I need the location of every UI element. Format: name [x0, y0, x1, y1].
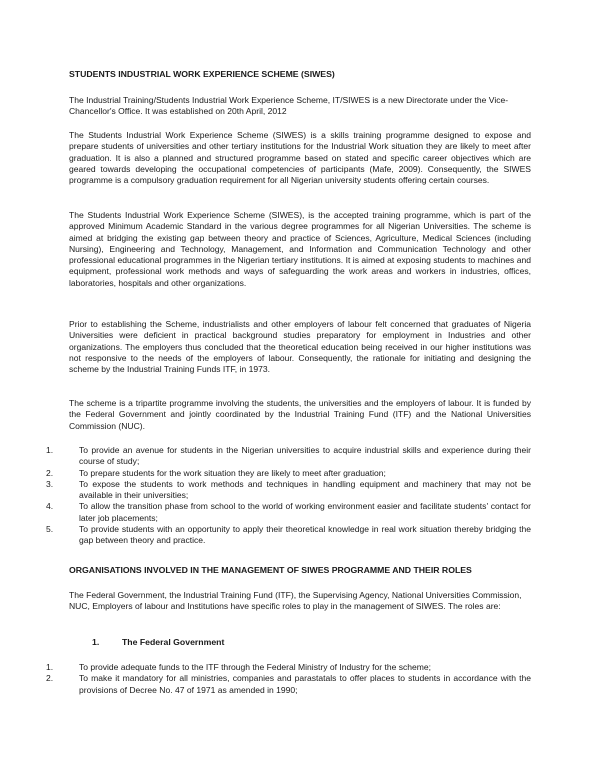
paragraph-intro: The Industrial Training/Students Industrial Work Experience Scheme, IT/SIWES is a new Directorate under the Vice-Chancellor's Office. It was established on 20th April, 2012: [69, 95, 509, 117]
subheading-federal-government: [92, 637, 224, 648]
list-item: [46, 501, 531, 524]
subheading-text: The Federal Government: [122, 637, 225, 647]
federal-government-roles-list: [46, 662, 531, 696]
list-item-number: 1.: [46, 445, 54, 455]
section-heading-organisations: ORGANISATIONS INVOLVED IN THE MANAGEMENT OF SIWES PROGRAMME AND THEIR ROLES: [69, 565, 472, 575]
list-item-number: 2.: [46, 673, 54, 684]
paragraph-funding: The scheme is a tripartite programme involving the students, the universities and the employers of labour. It is funded by the Federal Government and jointly coordinated by the Industrial Training Fund (ITF) and the National Universities Commission (NUC).: [69, 398, 531, 431]
list-item: [46, 468, 531, 479]
section-heading-siwes: STUDENTS INDUSTRIAL WORK EXPERIENCE SCHEME (SIWES): [69, 69, 335, 79]
list-item: [46, 673, 531, 696]
list-item: [46, 524, 531, 547]
list-item-text: To allow the transition phase from school to the world of working environment easier and facilitate students' contact for later job placements;: [79, 501, 531, 523]
list-item-text: To prepare students for the work situation they are likely to meet after graduation;: [79, 467, 386, 478]
list-item-text: To provide adequate funds to the ITF through the Federal Ministry of Industry for the scheme;: [79, 662, 432, 672]
list-item: [46, 662, 531, 673]
list-item: [46, 445, 531, 468]
list-item-text: To expose the students to work methods and techniques in handling equipment and machinery that may not be available in their universities;: [79, 478, 531, 501]
subheading-number: 1.: [92, 637, 100, 647]
objectives-list: [46, 445, 531, 547]
paragraph-standard: The Students Industrial Work Experience Scheme (SIWES), is the accepted training programme, which is part of the approved Minimum Academic Standard in the various degree programmes for all Nigerian Universities. The scheme is aimed at bridging the existing gap between theory and practice of Sciences, Agriculture, Medical Sciences (including Nursing), Engineering and Technology, Management, and Information and Communication Technology and other professional educational programmes in the Nigerian tertiary institutions. It is aimed at exposing students to machines and equipment, professional work methods and ways of safeguarding the work areas and workers in industries, offices, laboratories, hospitals and other organizations.: [69, 210, 531, 288]
list-item: [46, 479, 531, 502]
list-item-text: To provide students with an opportunity to apply their theoretical knowledge in real work situation thereby bridging the gap between theory and practice.: [79, 524, 531, 546]
list-item-number: 2.: [46, 467, 54, 478]
list-item-number: 5.: [46, 524, 54, 535]
list-item-number: 3.: [46, 478, 54, 489]
paragraph-history: Prior to establishing the Scheme, industrialists and other employers of labour felt concerned that graduates of Nigeria Universities were deficient in practical background studies preparatory for employment in Industries and other organizations. The employers thus concluded that the theoretical education being received in our higher institutions was not responsive to the needs of the employers of labour. Consequently, the rationale for initiating and designing the scheme by the Industrial Training Funds ITF, in 1973.: [69, 319, 531, 375]
list-item-text: To provide an avenue for students in the Nigerian universities to acquire industrial skills and experience during their course of study;: [79, 445, 531, 467]
list-item-number: 1.: [46, 662, 54, 672]
paragraph-definition: The Students Industrial Work Experience Scheme (SIWES) is a skills training programme designed to expose and prepare students of universities and other tertiary institutions for the Industrial Work situation they are likely to meet after graduation. It is also a planned and structured programme based on stated and specific career objectives which are geared towards developing the occupational competencies of participants (Mafe, 2009). Consequently, the SIWES programme is a compulsory graduation requirement for all Nigerian university students offering certain courses.: [69, 130, 531, 186]
list-item-text: To make it mandatory for all ministries, companies and parastatals to offer places to students in accordance with the provisions of Decree No. 47 of 1971 as amended in 1990;: [79, 673, 531, 695]
list-item-number: 4.: [46, 501, 54, 512]
paragraph-roles-intro: The Federal Government, the Industrial Training Fund (ITF), the Supervising Agency, National Universities Commission, NUC, Employers of labour and Institutions have specific roles to play in the management of SIWES. The roles are:: [69, 590, 522, 612]
